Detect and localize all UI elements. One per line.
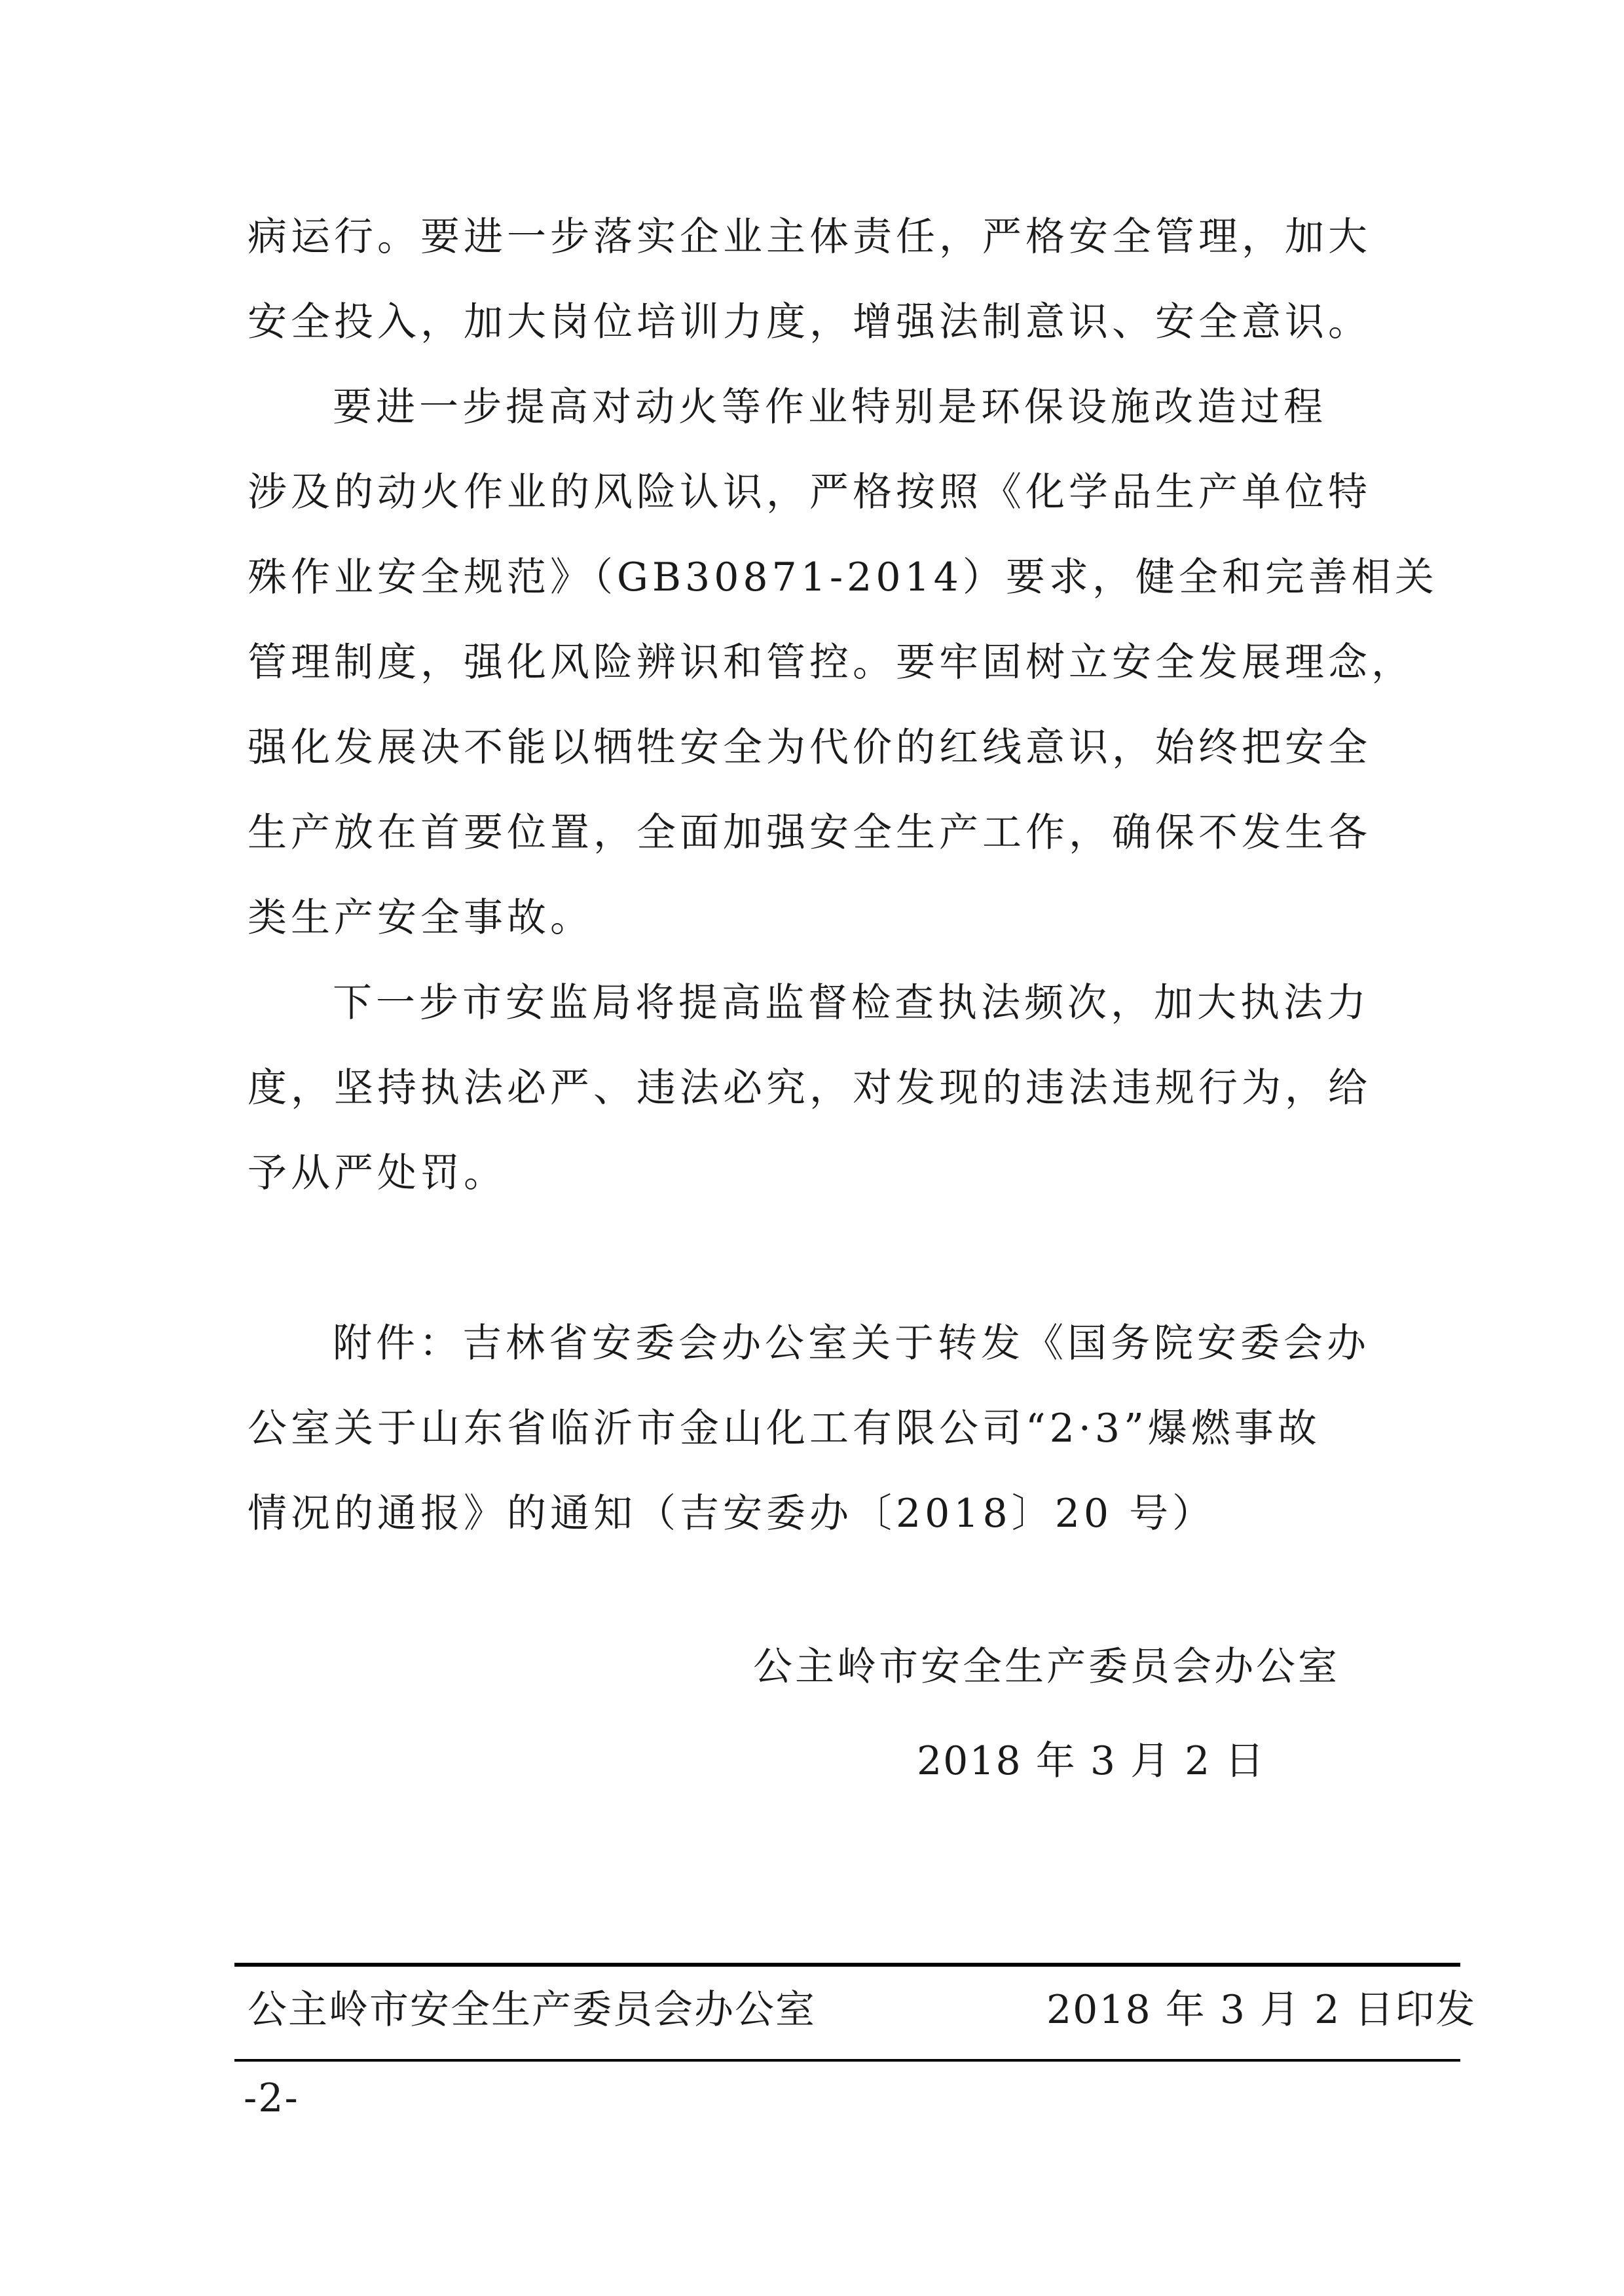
footer-organization: 公主岭市安全生产委员会办公室 (248, 1987, 816, 2033)
body-line-7: 强化发展决不能以牺牲安全为代价的红线意识，始终把安全 (248, 725, 1371, 771)
footer-top-rule (234, 1963, 1460, 1967)
body-line-3: 要进一步提高对动火等作业特别是环保设施改造过程 (333, 384, 1327, 430)
attachment-line-3: 情况的通报》的通知（吉安委办〔2018〕20 号） (248, 1491, 1216, 1537)
body-line-2: 安全投入，加大岗位培训力度，增强法制意识、安全意识。 (248, 299, 1371, 345)
attachment-line-2: 公室关于山东省临沂市金山化工有限公司“2·3”爆燃事故 (248, 1406, 1321, 1451)
page-number: -2- (244, 2075, 299, 2121)
attachment-line-1: 附件：吉林省安委会办公室关于转发《国务院安委会办 (333, 1321, 1370, 1366)
body-line-11: 度，坚持执法必严、违法必究，对发现的违法违规行为，给 (248, 1065, 1371, 1111)
body-line-4: 涉及的动火作业的风险认识，严格按照《化学品生产单位特 (248, 469, 1371, 515)
signature-date: 2018 年 3 月 2 日 (917, 1738, 1266, 1784)
signature-organization: 公主岭市安全生产委员会办公室 (753, 1644, 1340, 1690)
body-line-5: 殊作业安全规范》（GB30871-2014）要求，健全和完善相关 (248, 555, 1438, 600)
body-line-8: 生产放在首要位置，全面加强安全生产工作，确保不发生各 (248, 810, 1371, 856)
body-line-6: 管理制度，强化风险辨识和管控。要牢固树立安全发展理念， (248, 640, 1414, 685)
body-line-1: 病运行。要进一步落实企业主体责任，严格安全管理，加大 (248, 214, 1371, 260)
body-line-9: 类生产安全事故。 (248, 895, 593, 941)
body-line-12: 予从严处罚。 (248, 1150, 507, 1196)
footer-bottom-rule (234, 2059, 1460, 2062)
footer-print-date: 2018 年 3 月 2 日印发 (1046, 1987, 1477, 2033)
body-line-10: 下一步市安监局将提高监督检查执法频次，加大执法力 (333, 980, 1370, 1026)
